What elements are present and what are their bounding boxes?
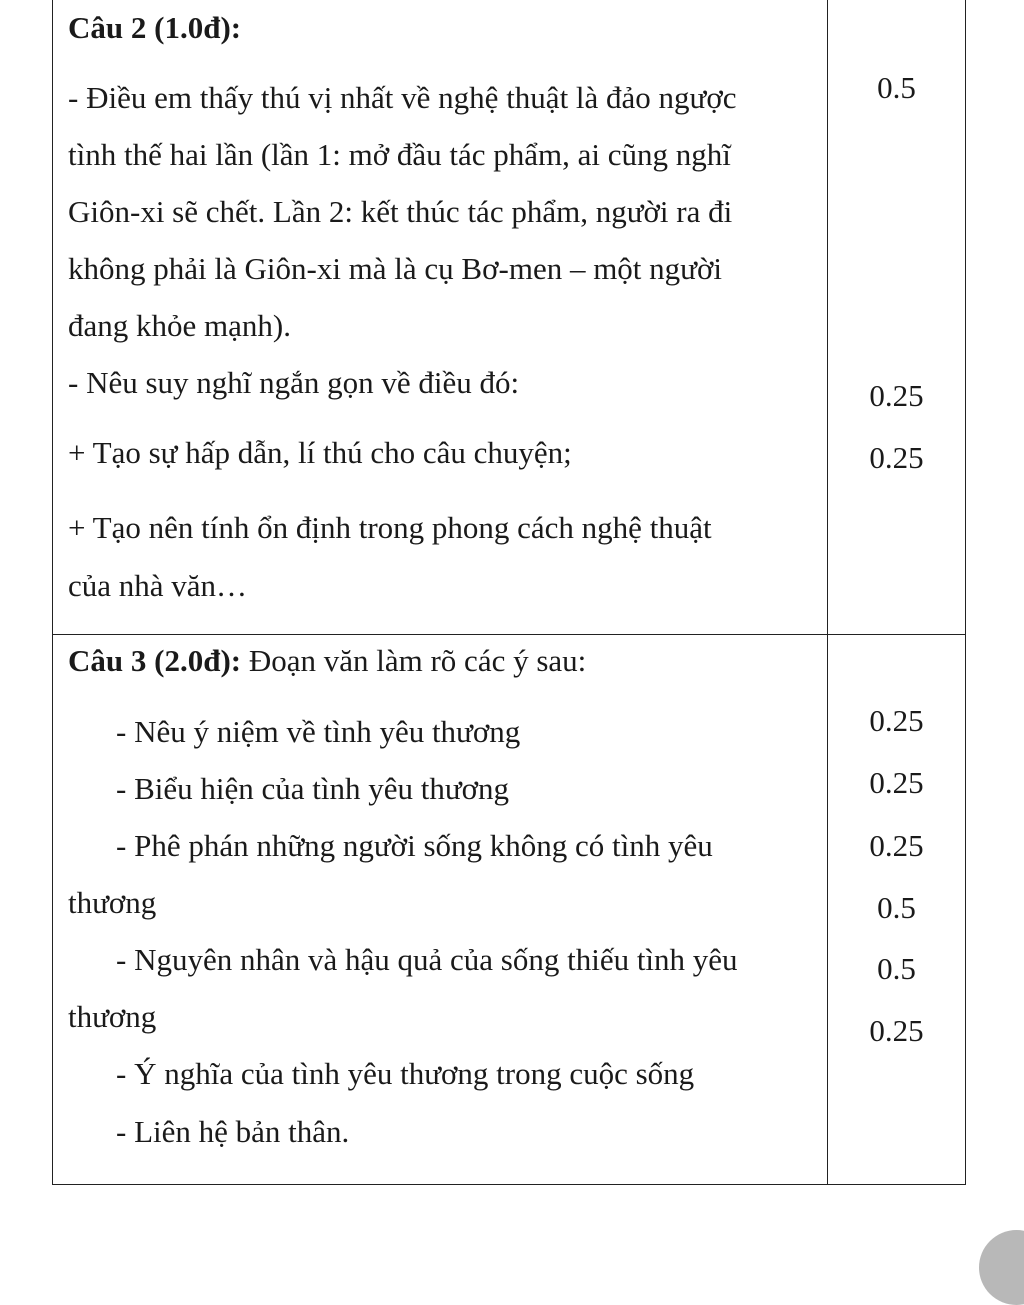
q2-line-8: + Tạo nên tính ổn định trong phong cách nghệ thuật [68,510,712,545]
q2-line-9: của nhà văn… [68,568,248,603]
q3-line-1: - Nêu ý niệm về tình yêu thương [116,714,521,749]
q3-line-4: thương [68,885,157,920]
q2-line-2: tình thế hai lần (lần 1: mở đầu tác phẩm, ai cũng nghĩ [68,137,731,172]
q3-line-5: - Nguyên nhân và hậu quả của sống thiếu tình yêu [116,942,738,977]
q2-line-7: + Tạo sự hấp dẫn, lí thú cho câu chuyện; [68,435,572,470]
q2-score-2: 0.25 [869,378,924,413]
q2-heading: Câu 2 (1.0đ): [68,10,242,45]
q3-line-8: - Liên hệ bản thân. [116,1114,350,1149]
q3-score-4: 0.5 [877,890,916,925]
q3-score-6: 0.25 [869,1013,924,1048]
q2-line-3: Giôn-xi sẽ chết. Lần 2: kết thúc tác phẩm, người ra đi [68,194,733,229]
q3-score-3: 0.25 [869,828,924,863]
q2-line-1: - Điều em thấy thú vị nhất về nghệ thuật là đảo ngược [68,80,737,115]
row-divider [53,634,965,635]
q3-heading-label: Câu 3 (2.0đ): [68,643,242,678]
q2-score-3: 0.25 [869,440,924,475]
corner-overlay [979,1230,1024,1305]
q3-line-6: thương [68,999,157,1034]
q3-line-3: - Phê phán những người sống không có tình yêu [116,828,713,863]
q3-line-7: - Ý nghĩa của tình yêu thương trong cuộc sống [116,1056,695,1091]
q3-score-2: 0.25 [869,765,924,800]
q3-score-5: 0.5 [877,951,916,986]
q2-line-5: đang khỏe mạnh). [68,308,291,343]
q2-score-1: 0.5 [877,70,916,105]
q2-line-6: - Nêu suy nghĩ ngắn gọn về điều đó: [68,365,520,400]
q3-heading [68,645,586,676]
column-divider [827,0,828,1184]
q3-line-2: - Biểu hiện của tình yêu thương [116,771,510,806]
q2-line-4: không phải là Giôn-xi mà là cụ Bơ-men – một người [68,251,722,286]
q3-heading-text: Đoạn văn làm rõ các ý sau: [241,643,587,678]
q3-score-1: 0.25 [869,703,924,738]
